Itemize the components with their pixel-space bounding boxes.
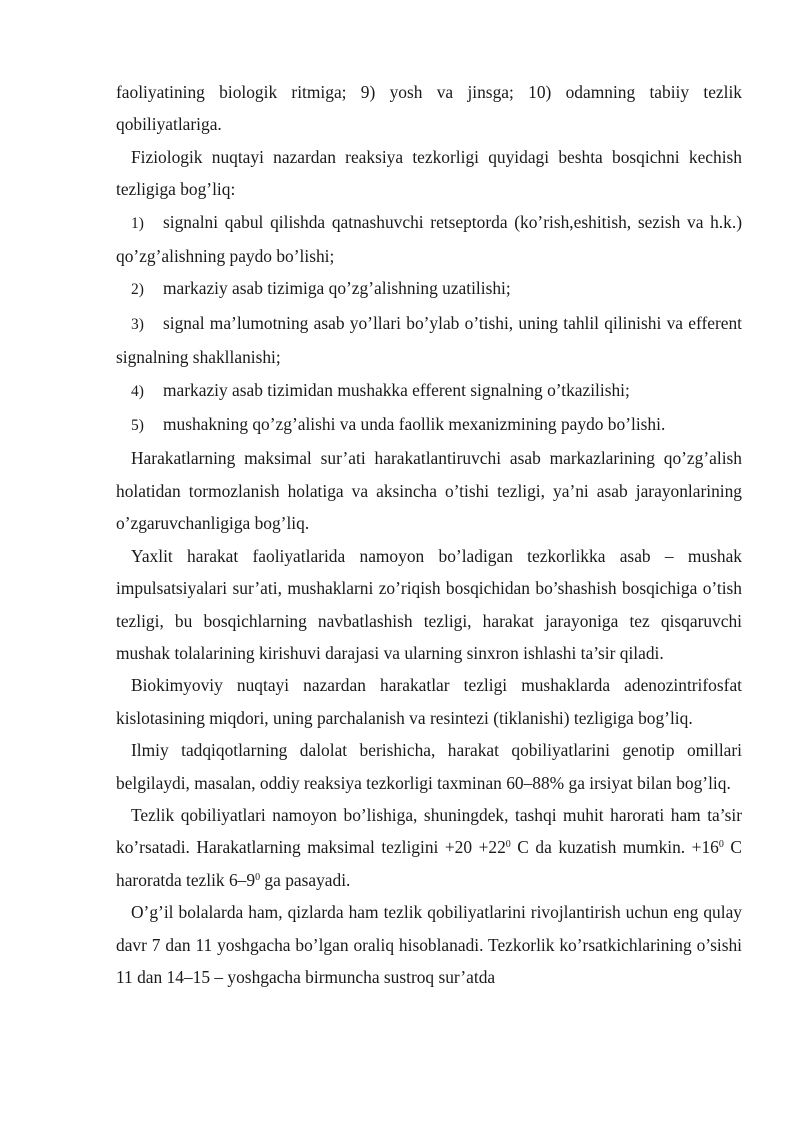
- list-item-text: markaziy asab tizimiga qo’zg’alishning uzatilishi;: [163, 278, 511, 299]
- list-item-text: signalni qabul qilishda qatnashuvchi retseptorda (ko’rish,eshitish, sezish va h.k.) qo’zg’alishning paydo bo’lishi;: [116, 211, 742, 267]
- list-item-1: [116, 206, 742, 273]
- degree-superscript: 0: [505, 839, 511, 851]
- paragraph-temperature: [116, 799, 742, 896]
- list-item-text: signal ma’lumotning asab yo’llari bo’ylab o’tishi, uning tahlil qilinishi va efferent signalning shakllanishi;: [116, 312, 742, 368]
- temperature-text-c: C haroratda tezlik 6–9: [116, 837, 742, 890]
- list-number: 2): [131, 281, 144, 299]
- list-item-3: [116, 307, 742, 374]
- list-item-text: mushakning qo’zg’alishi va unda faollik mexanizmining paydo bo’lishi.: [163, 414, 666, 435]
- paragraph-integral-movement: Yaxlit harakat faoliyatlarida namoyon bo’ladigan tezkorlikka asab – mushak impulsatsiyalari sur’ati, mushaklarni zo’riqish bosqichidan bo’shashish bosqichiga o’tish tezligi, bu bosqichlarning navbatlashish tezligi, harakat jarayoniga tez qisqaruvchi mushak tolalarining kirishuvi darajasi va ularning sinxron ishlashi ta’sir qiladi.: [116, 545, 742, 663]
- list-number: 5): [131, 417, 144, 435]
- list-item-4: [116, 374, 742, 408]
- paragraph-physiology-intro: Fiziologik nuqtayi nazardan reaksiya tezkorligi quyidagi beshta bosqichni kechish tezligiga bog’liq:: [116, 146, 742, 200]
- list-number: 1): [131, 214, 144, 232]
- paragraph-movement-rate: Harakatlarning maksimal sur’ati harakatlantiruvchi asab markazlarining qo’zg’alish holatidan tormozlanish holatiga va aksincha o’tishi tezligi, ya’ni asab jarayonlarining o’zgaruvchanligiga bog’liq.: [116, 448, 742, 534]
- degree-superscript: 0: [255, 871, 261, 883]
- temperature-text-d: ga pasayadi.: [260, 869, 351, 890]
- list-item-2: [116, 272, 742, 306]
- paragraph-continuation: faoliyatining biologik ritmiga; 9) yosh va jinsga; 10) odamning tabiiy tezlik qobiliyatlariga.: [116, 82, 742, 135]
- list-number: 4): [131, 382, 144, 400]
- list-item-5: [116, 408, 742, 442]
- paragraph-age-period: O’g’il bolalarda ham, qizlarda ham tezlik qobiliyatlarini rivojlantirish uchun eng qulay davr 7 dan 11 yoshgacha bo’lgan oraliq hisoblanadi. Tezkorlik ko’rsatkichlarining o’sishi 11 dan 14–15 – yoshgacha birmuncha sustroq sur’atda: [116, 902, 742, 987]
- list-item-text: markaziy asab tizimidan mushakka efferent signalning o’tkazilishi;: [163, 379, 630, 400]
- list-number: 3): [131, 315, 144, 333]
- paragraph-research: Ilmiy tadqiqotlarning dalolat berishicha, harakat qobiliyatlarini genotip omillari belgilaydi, masalan, oddiy reaksiya tezkorligi taxminan 60–88% ga irsiyat bilan bog’liq.: [116, 740, 742, 793]
- temperature-text-a: Tezlik qobiliyatlari namoyon bo’lishiga, shuningdek, tashqi muhit harorati ham ta’sir ko’rsatadi. Harakatlarning maksimal tezligini +20 +22: [116, 804, 742, 858]
- degree-superscript: 0: [718, 839, 724, 851]
- temperature-text-b: C da kuzatish mumkin. +16: [510, 837, 719, 858]
- paragraph-biochemistry: Biokimyoviy nuqtayi nazardan harakatlar tezligi mushaklarda adenozintrifosfat kislotasining miqdori, uning parchalanish va resintezi (tiklanishi) tezligiga bog’liq.: [116, 675, 742, 728]
